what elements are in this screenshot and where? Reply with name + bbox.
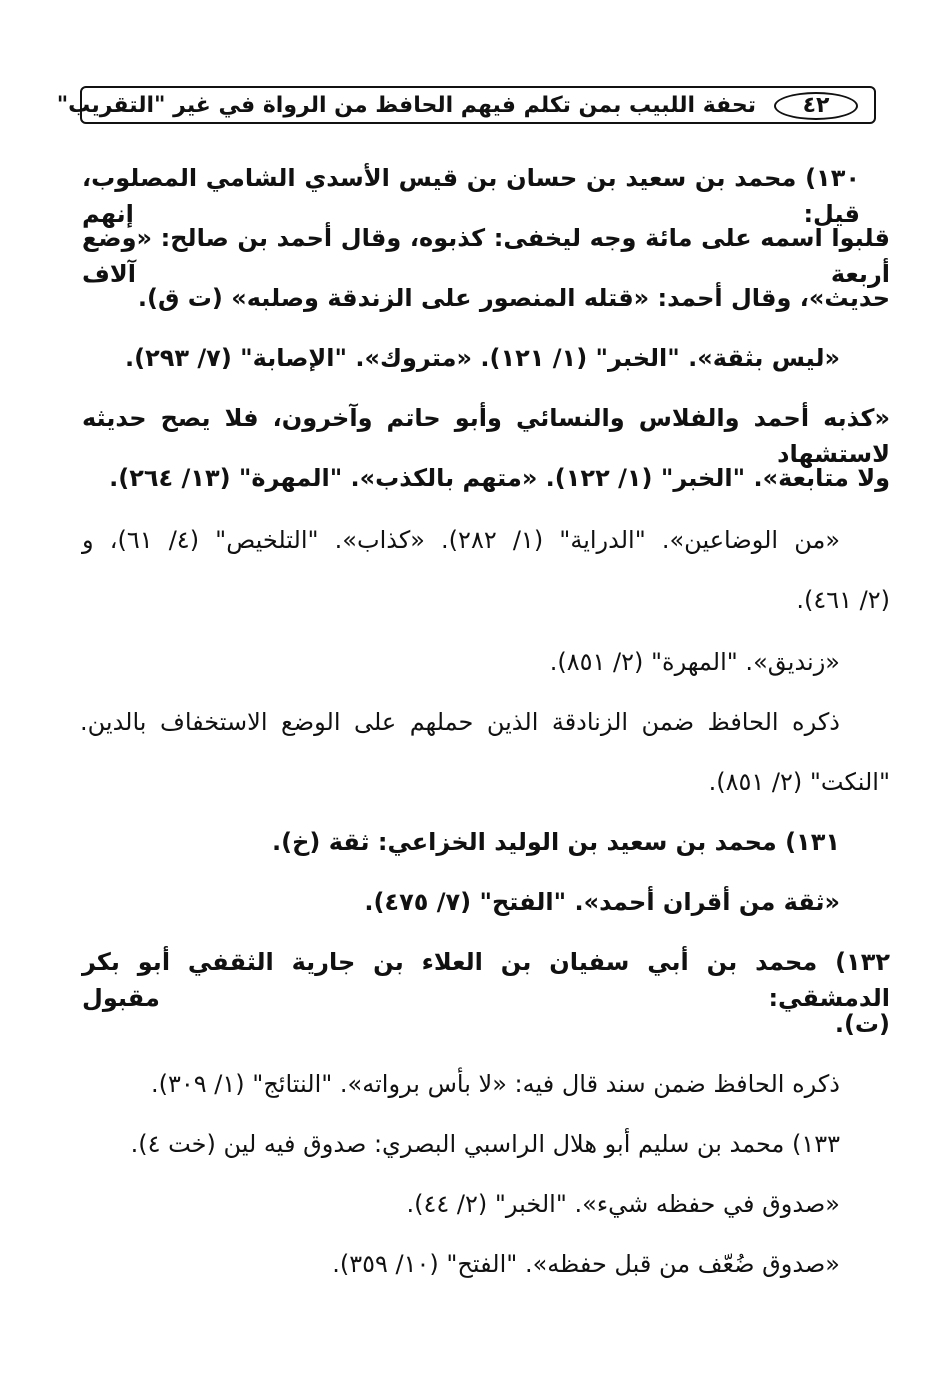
entry-130-line-1: ١٣٠) محمد بن سعيد بن حسان بن قيس الأسدي الشامي المصلوب، قيل: إنهم (82, 164, 860, 228)
entry-131-line: ١٣١) محمد بن سعيد بن الوليد الخزاعي: ثقة (خ). (271, 828, 840, 856)
entry-133-line: ١٣٣) محمد بن سليم أبو هلال الراسبي البصري: صدوق فيه لين (خت ٤). (130, 1130, 840, 1158)
running-title: تحفة اللبيب بمن تكلم فيهم الحافظ من الرواة في غير "التقريب" (56, 93, 756, 118)
quote-line: «ثقة من أقران أحمد». "الفتح" (٧/ ٤٧٥). (364, 888, 840, 916)
page-number: ٤٢ (774, 92, 858, 120)
quote-line: «زنديق». "المهرة" (٢/ ٨٥١). (549, 648, 840, 676)
entry-132-line-2: (ت). (834, 1010, 890, 1038)
note-line: ذكره الحافظ ضمن الزنادقة الذين حملهم على الوضع الاستخفاف بالدين. (80, 708, 840, 736)
quote-line: «من الوضاعين». "الدراية" (١/ ٢٨٢). «كذاب». "التلخيص" (٤/ ٦١)، و (82, 526, 840, 554)
quote-line: (٢/ ٤٦١). (796, 586, 890, 614)
note-line: ذكره الحافظ ضمن سند قال فيه: «لا بأس برواته». "النتائج" (١/ ٣٠٩). (151, 1070, 840, 1098)
quote-line: «صدوق ضُعّف من قبل حفظه». "الفتح" (١٠/ ٣٥٩). (332, 1250, 840, 1278)
note-line: "النكت" (٢/ ٨٥١). (708, 768, 890, 796)
quote-line: ولا متابعة». "الخبر" (١/ ١٢٢). «متهم بالكذب». "المهرة" (١٣/ ٢٦٤). (109, 464, 890, 492)
entry-130-line-3: حديث»، وقال أحمد: «قتله المنصور على الزندقة وصلبه» (ت ق). (137, 284, 890, 312)
quote-line: «صدوق في حفظه شيء». "الخبر" (٢/ ٤٤). (406, 1190, 840, 1218)
entry-130-line-2: قلبوا اسمه على مائة وجه ليخفى: كذبوه، وقال أحمد بن صالح: «وضع أربعة آلاف (82, 224, 890, 288)
quote-line: «كذبه أحمد والفلاس والنسائي وأبو حاتم وآخرون، فلا يصح حديثه لاستشهاد (82, 404, 890, 468)
entry-132-line-1: ١٣٢) محمد بن أبي سفيان بن العلاء بن جارية الثقفي أبو بكر الدمشقي: مقبول (82, 948, 890, 1012)
quote-line: «ليس بثقة». "الخبر" (١/ ١٢١). «متروك». "الإصابة" (٧/ ٢٩٣). (125, 344, 840, 372)
